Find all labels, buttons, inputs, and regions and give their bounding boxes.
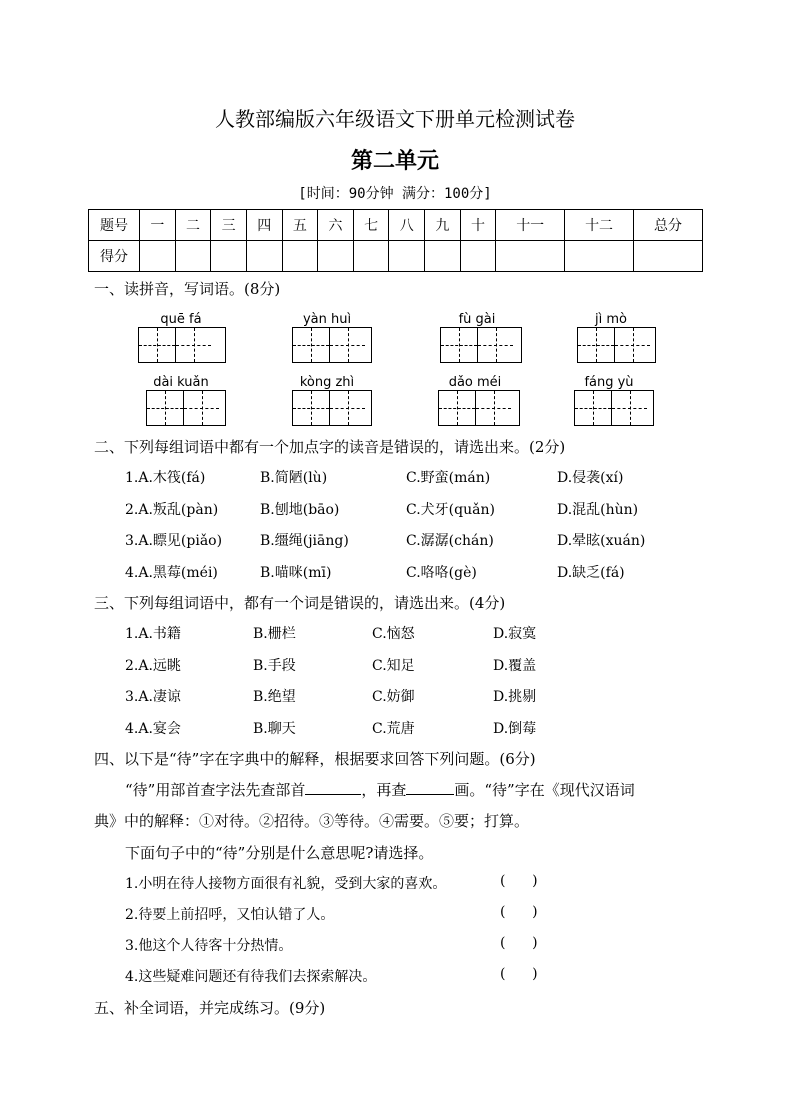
score-input-cell[interactable] [496,241,565,272]
option-text: C.犬牙(quǎn) [406,502,495,518]
option-text: 3.A.凄谅 [125,689,181,705]
section4-line2: 典》中的解释：①对待。②招待。③等待。④需要。⑤要；打算。 [94,812,530,830]
score-input-cell[interactable] [460,241,496,272]
score-cell: 三 [211,210,247,241]
option-text: B.简陋(lù) [260,470,328,486]
pinyin-text: fáng yù [584,375,634,390]
option-text: C.咯咯(gè) [406,565,477,581]
pinyin-item [566,312,656,363]
unit-title: 第二单元 [350,148,439,174]
pinyin-text: quē fá [160,312,202,327]
score-cell: 一 [140,210,176,241]
option-text: B.绝望 [253,689,296,705]
score-input-cell[interactable] [175,241,211,272]
score-cell: 五 [282,210,318,241]
pinyin-item [430,375,520,426]
score-table [88,209,703,272]
score-input-cell[interactable] [211,241,247,272]
answer-paren[interactable]: ( ) [500,904,538,920]
writing-grid[interactable] [292,327,372,363]
section4-line1 [125,779,635,800]
option-text: C.潺潺(chán) [406,533,494,549]
score-cell: 七 [353,210,389,241]
pinyin-item [564,375,654,426]
score-input-cell[interactable] [389,241,425,272]
score-table-header-row [89,210,703,241]
option-text: 2.A.远眺 [125,658,181,674]
score-input-cell[interactable] [140,241,176,272]
exam-title: 人教部编版六年级语文下册单元检测试卷 [215,107,575,131]
writing-grid[interactable] [138,327,226,363]
option-text: 4.A.宴会 [125,721,181,737]
pinyin-text: dài kuǎn [153,375,209,390]
section3-heading: 三、下列每组词语中，都有一个词是错误的，请选出来。(4分) [94,594,506,612]
score-label: 得分 [89,241,140,272]
option-text: B.栅栏 [253,626,296,642]
section4-item: 3.他这个人待客十分热情。 [125,938,293,954]
option-text: B.喵咪(mī) [260,565,332,581]
score-cell: 九 [425,210,461,241]
score-cell: 十 [460,210,496,241]
pinyin-item [136,312,226,363]
section4-item: 1.小明在待人接物方面很有礼貌，受到大家的喜欢。 [125,876,447,892]
radical-blank[interactable] [305,780,361,795]
score-input-cell[interactable] [425,241,461,272]
option-text: 4.A.黑莓(méi) [125,565,218,581]
text-segment: 画。“待”字在《现代汉语词 [454,781,635,799]
score-cell: 题号 [89,210,140,241]
option-text: C.恼怒 [372,626,415,642]
pinyin-text: yàn huì [302,312,352,327]
option-text: C.妨御 [372,689,415,705]
score-cell: 十二 [565,210,634,241]
section3-options [125,623,625,743]
pinyin-item [432,312,522,363]
option-text: D.寂寞 [493,626,537,642]
pinyin-item [136,375,226,426]
pinyin-item [282,312,372,363]
section2-heading: 二、下列每组词语中都有一个加点字的读音是错误的，请选出来。(2分) [94,438,566,456]
option-text: D.覆盖 [493,658,537,674]
option-text: C.荒唐 [372,721,415,737]
option-text: 2.A.叛乱(pàn) [125,502,219,518]
pinyin-text: fù gài [458,312,496,327]
section4-heading: 四、以下是“待”字在字典中的解释，根据要求回答下列问题。(6分) [94,750,536,768]
answer-paren[interactable]: ( ) [500,873,538,889]
section1-heading: 一、读拼音，写词语。(8分) [94,280,281,298]
writing-grid[interactable] [577,327,656,363]
section4-item: 2.待要上前招呼，又怕认错了人。 [125,907,335,923]
option-text: D.缺乏(fá) [557,565,625,581]
score-cell: 四 [246,210,282,241]
option-text: D.混乱(hùn) [557,502,639,518]
option-text: C.野蛮(mán) [406,470,491,486]
section4-line3: 下面句子中的“待”分别是什么意思呢?请选择。 [125,844,434,862]
score-input-cell[interactable] [318,241,354,272]
writing-grid[interactable] [146,390,226,426]
option-text: C.知足 [372,658,415,674]
score-cell: 六 [318,210,354,241]
score-input-cell[interactable] [353,241,389,272]
stroke-count-blank[interactable] [406,780,454,795]
option-text: B.聊天 [253,721,296,737]
option-text: 1.A.木筏(fá) [125,470,206,486]
answer-paren[interactable]: ( ) [500,935,538,951]
text-segment: “待”用部首查字法先查部首 [125,781,306,799]
option-text: B.刨地(bāo) [260,502,340,518]
score-table-score-row [89,241,703,272]
section5-heading: 五、补全词语，并完成练习。(9分) [94,999,326,1017]
option-text: D.倒莓 [493,721,537,737]
option-text: 1.A.书籍 [125,626,181,642]
score-input-cell[interactable] [634,241,703,272]
writing-grid[interactable] [440,327,522,363]
text-segment: ，再查 [361,781,407,799]
pinyin-text: kòng zhì [299,375,355,390]
score-cell: 十一 [496,210,565,241]
time-score-info: [时间：90分钟 满分：100分] [298,186,492,202]
writing-grid[interactable] [438,390,520,426]
writing-grid[interactable] [574,390,654,426]
score-input-cell[interactable] [565,241,634,272]
score-cell: 二 [175,210,211,241]
pinyin-item [282,375,372,426]
score-input-cell[interactable] [282,241,318,272]
section2-options [125,467,725,587]
option-text: B.手段 [253,658,296,674]
option-text: B.缰绳(jiāng) [260,533,349,549]
score-input-cell[interactable] [246,241,282,272]
pinyin-text: jì mò [595,312,627,327]
answer-paren[interactable]: ( ) [500,966,538,982]
writing-grid[interactable] [292,390,372,426]
section4-item: 4.这些疑难问题还有待我们去探索解决。 [125,969,377,985]
option-text: D.挑剔 [493,689,537,705]
option-text: D.晕眩(xuán) [557,533,646,549]
option-text: 3.A.瞟见(piǎo) [125,533,223,549]
pinyin-text: dǎo méi [448,375,502,390]
score-cell: 八 [389,210,425,241]
option-text: D.侵袭(xí) [557,470,624,486]
score-cell: 总分 [634,210,703,241]
